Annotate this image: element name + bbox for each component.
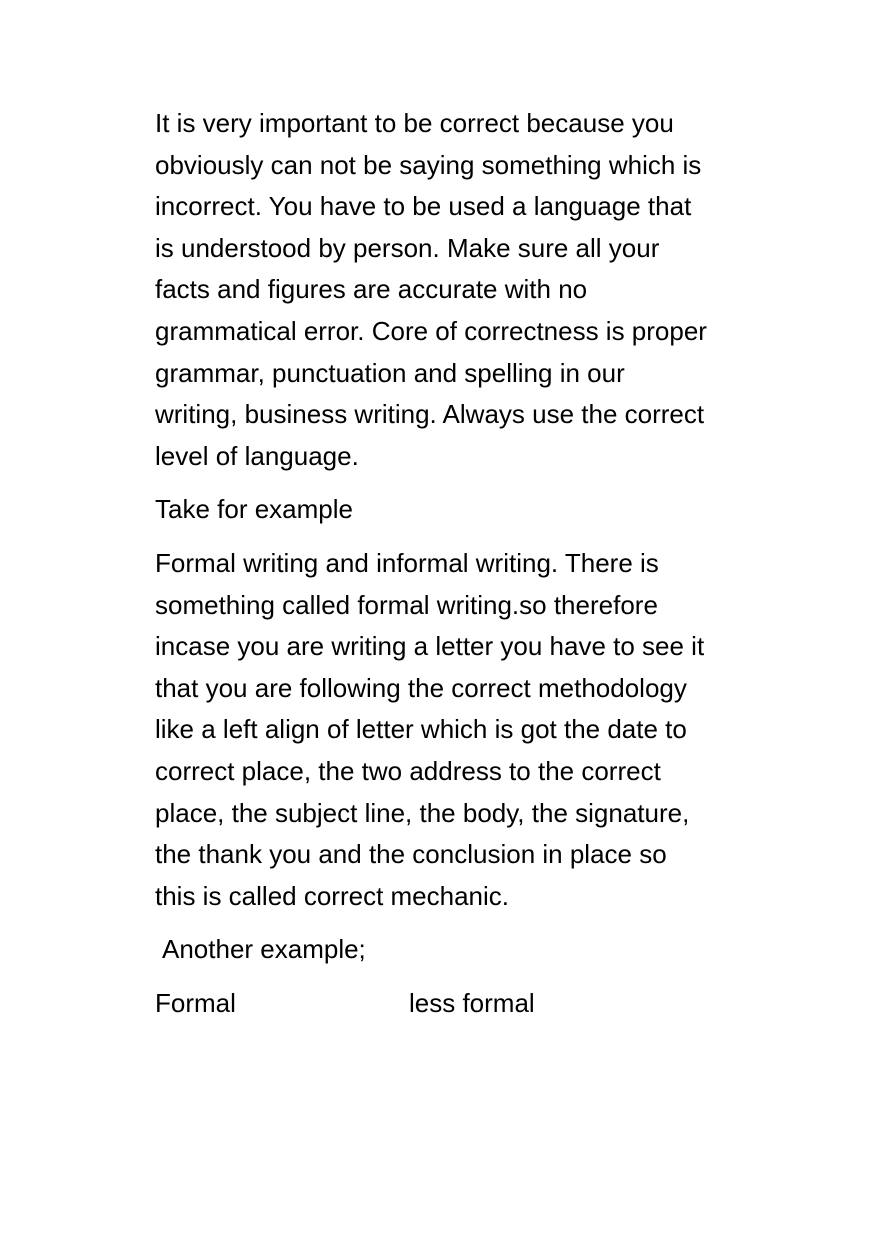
text-line: It is very important to be correct because you (155, 108, 674, 138)
text-line: level of language. (155, 440, 359, 471)
paragraph-correctness (155, 103, 785, 477)
text-line: Formal writing and informal writing. There is (155, 547, 659, 578)
text-line: like a left align of letter which is got the date to (155, 714, 687, 745)
text-line: something called formal writing.so therefore (155, 589, 658, 620)
text-line: the thank you and the conclusion in place so (155, 839, 667, 870)
paragraph-take-for-example (155, 489, 785, 531)
text-line: writing, business writing. Always use the correct (155, 399, 705, 430)
text-line: Take for example (155, 494, 353, 525)
text-line: this is called correct mechanic. (155, 880, 510, 911)
text-line: obviously can not be saying something which is (155, 149, 702, 180)
paragraph-another-example (155, 929, 785, 971)
text-line: correct place, the two address to the correct (155, 755, 661, 786)
paragraph-formal-writing (155, 543, 785, 917)
text-line: is understood by person. Make sure all your (155, 232, 660, 263)
comparison-row (155, 983, 785, 1025)
text-line: grammatical error. Core of correctness is proper (155, 315, 707, 346)
text-line: grammar, punctuation and spelling in our (155, 357, 625, 388)
text-line: facts and figures are accurate with no (155, 274, 588, 305)
text-line: Another example; (162, 934, 366, 965)
text-line: incorrect. You have to be used a language that (155, 191, 692, 222)
text-line: that you are following the correct methodology (155, 672, 687, 703)
comparison-right-label: less formal (409, 987, 535, 1018)
document-body (155, 103, 785, 1025)
comparison-left-label: Formal (155, 987, 236, 1018)
text-line: place, the subject line, the body, the signature, (155, 797, 690, 828)
text-line: incase you are writing a letter you have to see it (155, 631, 705, 662)
